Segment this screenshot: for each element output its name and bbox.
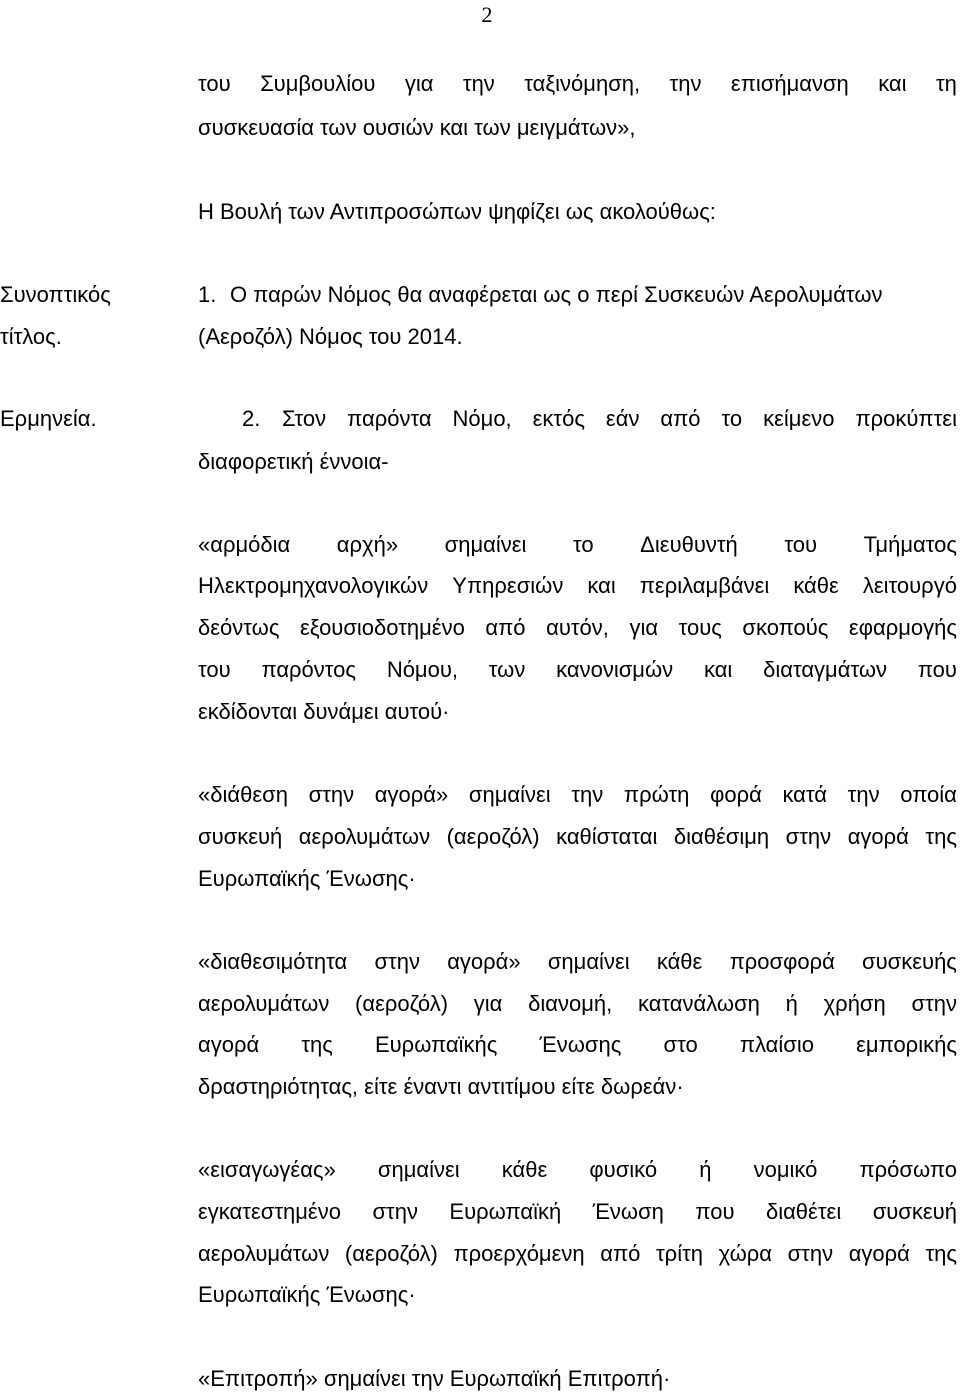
section-1-line-1: Ο παρών Νόμος θα αναφέρεται ως ο περί Συσκευών Αερολυμάτων [230,282,883,307]
word: αγορά [847,824,909,849]
def-placing-on-market-line-3: Ευρωπαϊκής Ένωσης· [198,866,416,891]
word: των [488,657,526,682]
def-importer-line-1 [198,1157,957,1183]
section-1-line-2: (Αεροζόλ) Νόμος του 2014. [198,324,463,349]
word: αγορά» [447,949,521,974]
word: και [703,657,733,682]
word: στην [372,1199,418,1224]
word: σημαίνει [468,782,551,807]
word: κάθε [501,1157,548,1182]
word: τρίτη [655,1241,704,1266]
page-number: 2 [481,2,493,27]
preamble-line-1 [198,71,957,97]
word: για [629,615,659,640]
word: του [784,532,818,557]
word: πρώτη [623,782,690,807]
word: για [473,991,503,1016]
def-importer-line-3 [198,1241,957,1267]
word: της [925,824,957,849]
word: εφαρμογής [848,615,957,640]
word: «διάθεση [198,782,288,807]
word: Νόμου, [386,657,458,682]
word: από [485,615,526,640]
word: Ηλεκτρομηχανολογικών [198,573,429,598]
word: παρόντα [347,406,432,431]
word: φορά [710,782,762,807]
word: την [571,782,604,807]
def-competent-authority-line-5: εκδίδονται δυνάμει αυτού· [198,699,450,724]
word: εξουσιοδοτημένο [300,615,465,640]
margin-note-short-title-line-1: Συνοπτικός [0,282,111,307]
word: αυτόν, [546,615,609,640]
word: χρήση [823,991,886,1016]
def-competent-authority-line-3 [198,615,957,641]
word: πρόσωπο [859,1157,957,1182]
word: σκοπούς [742,615,829,640]
word: συσκευή [872,1199,957,1224]
word: στην [308,782,355,807]
def-placing-on-market-line-1 [198,782,957,808]
def-importer-line-4: Ευρωπαϊκής Ένωσης· [198,1282,416,1307]
word: ή [699,1157,712,1182]
word: αγορά» [374,782,449,807]
word: αερολυμάτων [198,991,330,1016]
word: κανονισμών [556,657,674,682]
word: προερχόμενη [453,1241,585,1266]
enactment-formula: Η Βουλή των Αντιπροσώπων ψηφίζει ως ακολούθως: [198,199,716,224]
word: Στον [282,406,327,431]
word: (αεροζόλ) [355,991,449,1016]
word: ή [785,991,798,1016]
word: της [301,1032,333,1057]
word: διαθέσιμη [673,824,770,849]
word: από [660,406,701,431]
word: αγορά [848,1241,910,1266]
word: διανομή, [528,991,613,1016]
word: «διαθεσιμότητα [198,949,348,974]
word: Τμήματος [863,532,957,557]
word: Διευθυντή [640,532,738,557]
word: τους [678,615,722,640]
word: αερολυμάτων [298,824,431,849]
word: Συμβουλίου [260,71,376,96]
word: Νόμο, [452,406,512,431]
word: στην [787,1241,834,1266]
word: κάθε [793,573,839,598]
word: για [404,71,434,96]
word: ταξινόμηση, [524,71,641,96]
word: του [198,71,231,96]
word: που [695,1199,735,1224]
word: αρχή» [336,532,399,557]
def-making-available-line-2 [198,991,957,1017]
word: (αεροζόλ) [344,1241,438,1266]
margin-note-interpretation: Ερμηνεία. [0,406,97,431]
word: αγορά [198,1032,260,1057]
word: παρόντος [261,657,357,682]
word: την [847,782,880,807]
word: εάν [605,406,640,431]
word: και [878,71,907,96]
word: χώρα [718,1241,772,1266]
preamble-line-2: συσκευασία των ουσιών και των μειγμάτων», [198,115,636,140]
word: συσκευής [862,949,957,974]
def-competent-authority-line-4 [198,657,957,683]
def-making-available-line-1 [198,949,957,975]
word: κείμενο [763,406,835,431]
word: (αεροζόλ) [446,824,540,849]
word: νομικό [753,1157,818,1182]
word: συσκευή [198,824,283,849]
section-2-number: 2. [242,406,261,431]
word: διαθέτει [765,1199,842,1224]
word: σημαίνει [444,532,527,557]
section-2-line-1 [282,406,957,432]
word: κατανάλωση [637,991,760,1016]
word: σημαίνει [547,949,630,974]
section-2-line-2: διαφορετική έννοια- [198,449,389,474]
def-competent-authority-line-2 [198,573,957,599]
def-competent-authority-line-1 [198,532,957,558]
def-making-available-line-3 [198,1032,957,1058]
word: στο [663,1032,698,1057]
word: την [669,71,702,96]
word: που [917,657,957,682]
word: και [587,573,616,598]
word: προκύπτει [855,406,957,431]
def-importer-line-2 [198,1199,957,1225]
word: εμπορικής [856,1032,957,1057]
word: τη [935,71,957,96]
word: διαταγμάτων [763,657,888,682]
word: κατά [782,782,828,807]
word: της [925,1241,957,1266]
word: λειτουργό [862,573,957,598]
word: του [198,657,231,682]
word: Ένωση [592,1199,664,1224]
word: εκτός [532,406,585,431]
word: προσφορά [729,949,835,974]
word: Ένωσης [539,1032,622,1057]
word: εγκατεστημένο [198,1199,341,1224]
word: σημαίνει [377,1157,460,1182]
word: οποία [900,782,957,807]
word: το [721,406,743,431]
word: στην [785,824,832,849]
word: Ευρωπαϊκής [374,1032,498,1057]
word: καθίσταται [556,824,658,849]
word: Υπηρεσιών [452,573,564,598]
word: κάθε [656,949,703,974]
word: φυσικό [589,1157,658,1182]
section-1-number: 1. [198,282,217,307]
word: στην [374,949,420,974]
def-commission-line-1: «Επιτροπή» σημαίνει την Ευρωπαϊκή Επιτροπή· [198,1366,671,1391]
word: το [572,532,594,557]
word: από [600,1241,641,1266]
word: δεόντως [198,615,280,640]
def-placing-on-market-line-2 [198,824,957,850]
word: στην [911,991,957,1016]
word: επισήμανση [730,71,849,96]
word: Ευρωπαϊκή [449,1199,562,1224]
def-making-available-line-4: δραστηριότητας, είτε έναντι αντιτίμου είτε δωρεάν· [198,1074,684,1099]
word: «αρμόδια [198,532,291,557]
word: περιλαμβάνει [639,573,770,598]
margin-note-short-title-line-2: τίτλος. [0,324,62,349]
word: αερολυμάτων [198,1241,330,1266]
word: την [462,71,495,96]
word: «εισαγωγέας» [198,1157,336,1182]
word: πλαίσιο [739,1032,814,1057]
